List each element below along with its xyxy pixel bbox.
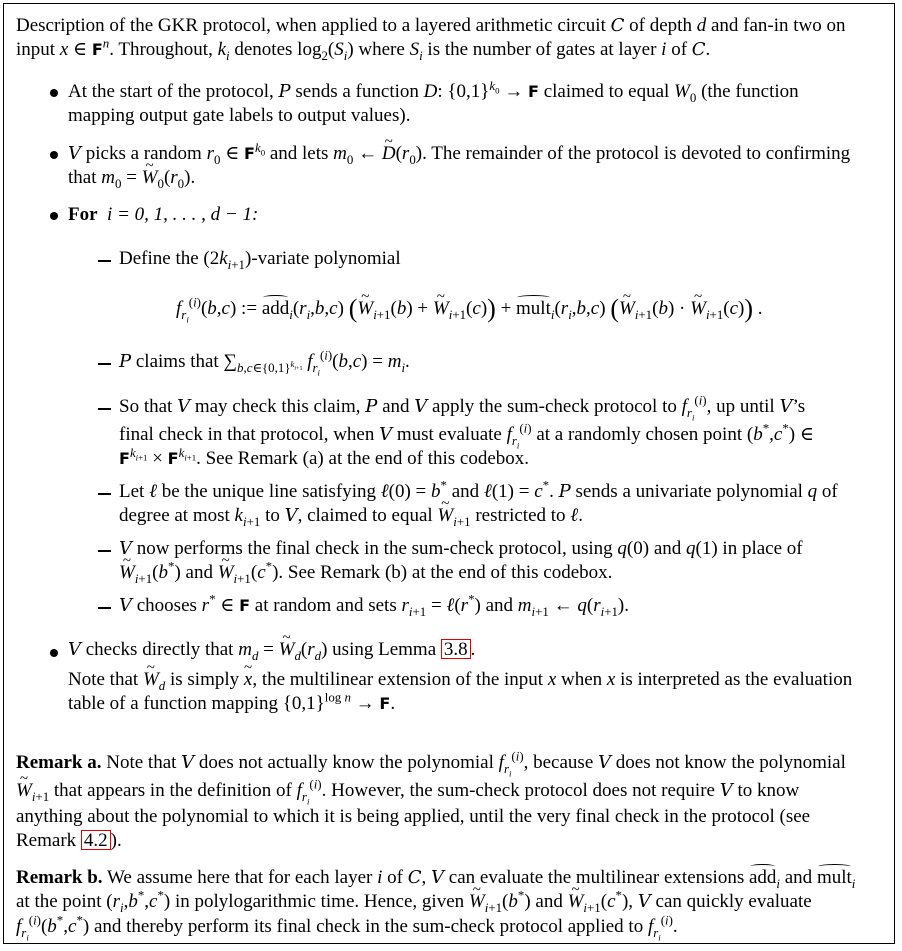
bullet-4-line-1: V checks directly that $m_d$ = ~ $W_d(r_d)$ using Lemma 3.8 . (68, 638, 475, 662)
intro-line-1: Description of the GKR protocol, when applied to a layered arithmetic circuit C of depth d and fan-in two on (16, 15, 846, 36)
dash-marker (98, 260, 111, 262)
sub-2-line: P claims that $\sum_{b,c\in\{0,1\}^{k_{i+1}}}$ $f_{r_i}^{(i)}(b,c) = m_i$. (119, 347, 410, 378)
sub-1-line: Define the $(2k_{i+1})$-variate polynomial (119, 248, 401, 272)
bullet-marker (50, 212, 58, 220)
dash-marker (98, 550, 111, 552)
bullet-2-line-2: that $m_0$ = ~ $W_0(r_0)$. (68, 166, 195, 190)
dash-marker (98, 363, 111, 365)
bullet-4-note-line-2: table of a function mapping $\{0,1\}^{log n} \to F$. (68, 689, 396, 714)
sub-3-line-2: final check in that protocol, when V must evaluate $f_{r_i}^{(i)}$ at a randomly chosen point (b*,c*) ∈ (119, 420, 814, 451)
bullet-4-note-line-1: Note that ~ $W_d$ is simply ~ x, the multilinear extension of the input x when x is interpreted as the evaluation (68, 668, 852, 692)
remark-a-line-4: Remark 4.2 ). (16, 830, 122, 851)
bullet-marker (50, 151, 58, 159)
sub-3-line-1: So that V may check this claim, P and V apply the sum-check protocol to $f_{r_i}^{(i)}$, up until V’s (119, 392, 806, 423)
intro-line-2: input x ∈ $F^n$. Throughout, $k_i$ denotes $\log_2(S_i)$ where $S_i$ is the number of gates at layer i of C. (16, 35, 711, 63)
remark-b-line-2: at the point $(r_i,b^*,c^*)$ in polylogarithmic time. Hence, given ~ $W_{i+1}(b^*)$ and ~ $W_{i+1}(c^*)$, V can quickly evaluate (16, 890, 812, 914)
bullet-marker (50, 89, 58, 97)
remark-b-line-1: Remark b. We assume here that for each layer i of C, V can evaluate the multilinear extensions add$_i$ and mult$_i$ (16, 867, 856, 891)
sub-4-line-1: Let ℓ be the unique line satisfying ℓ(0) = b* and ℓ(1) = c*. P sends a univariate polynomial q of (119, 477, 838, 502)
bullet-1-line-2: mapping output gate labels to output values). (68, 105, 411, 126)
sub-5-line-1: V now performs the final check in the sum-check protocol, using q(0) and q(1) in place of (119, 538, 803, 559)
display-equation: $f_{r_i}^{(i)}(b,c)$ := $add_i(r_i,b,c)$ (~ $W_{i+1}(b)$ + ~ $W_{i+1}(c)$) + $mult_i(r_i,b,c)$ (~ $W_{i+1}(b)$ · ~ $W_{i+1}(c)$) . (176, 297, 763, 321)
bullet-marker (50, 649, 58, 657)
sub-6-line: V chooses r* ∈ F at random and sets $r_{i+1}$ = ℓ(r*) and $m_{i+1}$ ← $q(r_{i+1})$. (119, 591, 629, 619)
sub-4-line-2: degree at most $k_{i+1}$ to V, claimed to equal ~ $W_{i+1}$ restricted to ℓ. (119, 504, 583, 528)
sub-5-line-2: ~ $W_{i+1}(b^*)$ and ~ $W_{i+1}(c^*)$. See Remark (b) at the end of this codebox. (119, 561, 612, 585)
sub-3-line-3: $F^{k_{i+1}} \times F^{k_{i+1}}$. See Remark (a) at the end of this codebox. (119, 444, 530, 469)
dash-marker (98, 607, 111, 609)
remark-reference-link[interactable]: 4.2 (81, 830, 111, 850)
dash-marker (98, 493, 111, 495)
dash-marker (98, 408, 111, 410)
bullet-2-line-1: V picks a random $r_0$ ∈ $F^{k_0}$ and lets $m_0$ ← ~ $D(r_0)$. The remainder of the protocol is devoted to confirming (68, 142, 850, 166)
remark-b-line-3: $f_{r_i}^{(i)}(b^*,c^*)$ and thereby perform its final check in the sum-check protocol applied to $f_{r_i}^{(i)}$. (16, 912, 678, 943)
bullet-3-line: For i = 0, 1, . . . , d − 1: (68, 204, 259, 225)
remark-a-line-2: ~ $W_{i+1}$ that appears in the definition of $f_{r_i}^{(i)}$. However, the sum-check protocol does not require V to know (16, 779, 799, 803)
gkr-codebox (3, 3, 895, 944)
lemma-reference-link[interactable]: 3.8 (441, 639, 471, 659)
bullet-1-line-1: At the start of the protocol, P sends a function D: $\{0,1\}^{k_0} \to F$ claimed to equal $W_0$ (the function (68, 77, 799, 105)
remark-a-line-1: Remark a. Note that V does not actually know the polynomial $f_{r_i}^{(i)}$, because V does not know the polynomial (16, 748, 846, 779)
remark-a-line-3: anything about the polynomial to which it is being applied, until the very final check in the protocol (see (16, 806, 811, 827)
